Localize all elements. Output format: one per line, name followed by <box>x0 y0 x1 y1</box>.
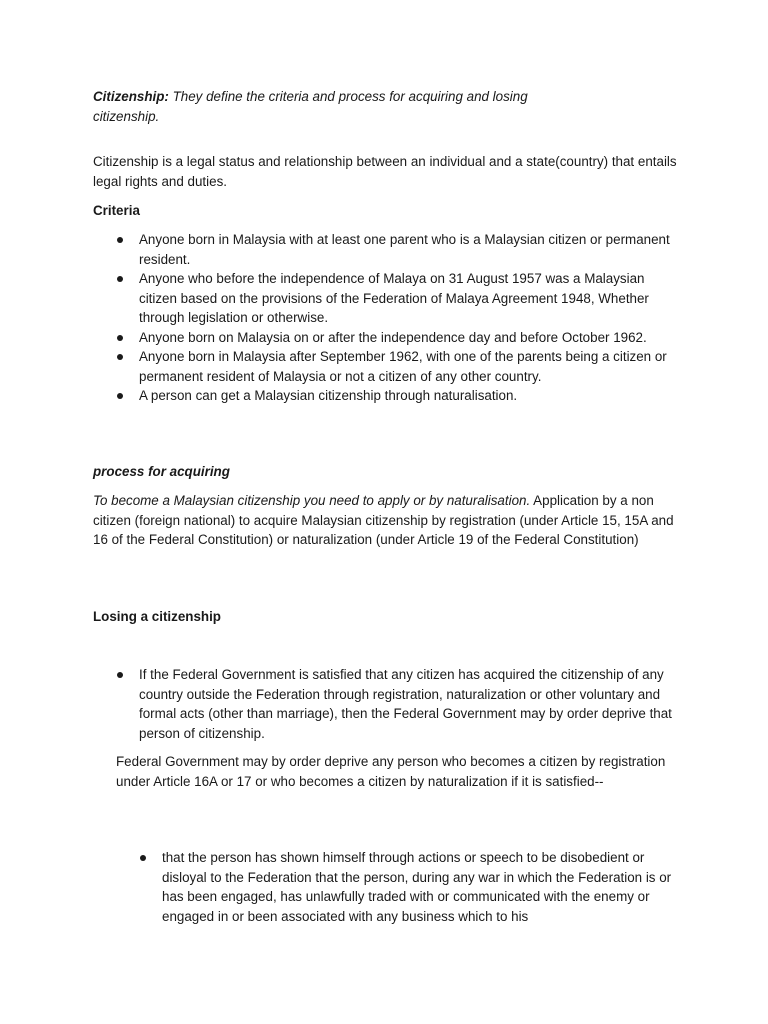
deprive-conditions-list <box>116 848 676 926</box>
list-item: Anyone born in Malaysia after September 1962, with one of the parents being a citizen or permanent resident of Malaysia or not a citizen of any other country. <box>93 347 679 386</box>
criteria-heading: Criteria <box>93 203 140 218</box>
list-item: A person can get a Malaysian citizenship through naturalisation. <box>93 386 679 406</box>
bullet-icon <box>117 335 123 341</box>
list-item: Anyone who before the independence of Malaya on 31 August 1957 was a Malaysian citizen based on the provisions of the Federation of Malaya Agreement 1948, Whether through legislation or otherwise. <box>93 269 679 328</box>
bullet-icon <box>117 354 123 360</box>
intro-text: They define the criteria and process for acquiring and losing citizenship. <box>93 89 528 124</box>
criteria-list <box>93 230 679 406</box>
process-heading: process for acquiring <box>93 464 230 479</box>
intro-paragraph <box>93 87 563 126</box>
process-italic-text: To become a Malaysian citizenship you need to apply or by naturalisation. <box>93 493 531 508</box>
intro-lead: Citizenship: <box>93 89 169 104</box>
deprive-paragraph: Federal Government may by order deprive any person who becomes a citizen by registration under Article 16A or 17 or who becomes a citizen by naturalization if it is satisfied-- <box>116 754 666 789</box>
list-item: If the Federal Government is satisfied that any citizen has acquired the citizenship of any country outside the Federation through registration, naturalization or other voluntary and formal acts (other than marriage), then the Federal Government may by order deprive that person of citizenship. <box>93 665 679 743</box>
list-item: Anyone born in Malaysia with at least one parent who is a Malaysian citizen or permanent resident. <box>93 230 679 269</box>
list-item: Anyone born on Malaysia on or after the independence day and before October 1962. <box>93 328 679 348</box>
bullet-icon <box>117 672 123 678</box>
bullet-icon <box>117 393 123 399</box>
process-paragraph <box>93 491 678 550</box>
bullet-icon <box>117 237 123 243</box>
list-item: that the person has shown himself through actions or speech to be disobedient or disloyal to the Federation that the person, during any war in which the Federation is or has been engaged, has unlawfully traded with or communicated with the enemy or engaged in or been associated with any business which to his <box>116 848 676 926</box>
losing-heading: Losing a citizenship <box>93 609 221 624</box>
definition-paragraph: Citizenship is a legal status and relationship between an individual and a state(country) that entails legal rights and duties. <box>93 154 677 189</box>
losing-list <box>93 665 679 743</box>
bullet-icon <box>117 276 123 282</box>
process-text: Application by a non citizen (foreign national) to acquire Malaysian citizenship by registration (under Article 15, 15A and 16 of the Federal Constitution) or naturalization (under Article 19 of the Federal Constitution) <box>93 493 674 547</box>
bullet-icon <box>140 855 146 861</box>
